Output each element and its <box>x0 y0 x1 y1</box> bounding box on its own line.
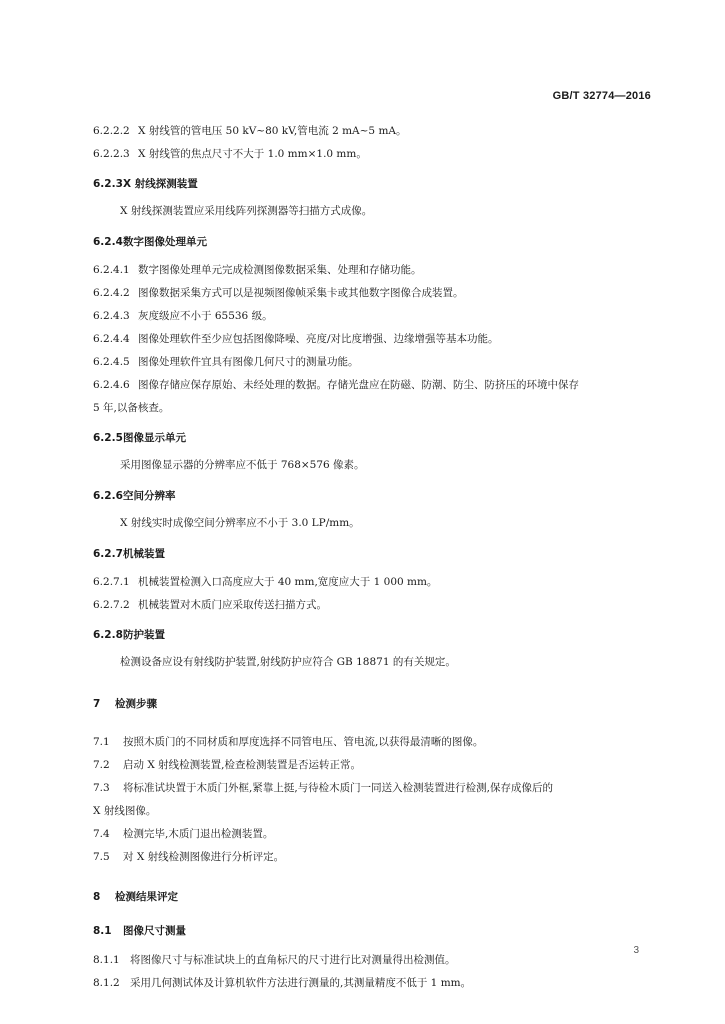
section-title: 图像显示单元 <box>123 432 186 444</box>
clause-6-2-4-5 <box>93 354 359 369</box>
clause-number: 6.2.4.1 <box>93 264 130 276</box>
chapter-title: 检测步骤 <box>115 698 157 710</box>
clause-number: 8.1.1 <box>93 954 120 966</box>
chapter-number: 8 <box>93 891 101 903</box>
clause-number: 7.2 <box>93 759 110 771</box>
clause-number: 8.1.2 <box>93 977 120 989</box>
clause-number: 6.2.2.2 <box>93 125 130 137</box>
section-heading-6-2-3 <box>93 176 198 191</box>
chapter-heading-8 <box>93 889 178 904</box>
clause-7-3-continued: X 射线图像。 <box>93 805 157 817</box>
clause-text: 将标准试块置于木质门外框,紧靠上挺,与待检木质门一同送入检测装置进行检测,保存成像后的 <box>123 782 554 794</box>
clause-8-1-2 <box>93 975 471 990</box>
section-title: 空间分辨率 <box>123 490 176 502</box>
paragraph-6-2-5: 采用图像显示器的分辨率应不低于 768×576 像素。 <box>120 459 365 471</box>
clause-number: 7.4 <box>93 828 110 840</box>
clause-text: 机械装置检测入口高度应大于 40 mm,宽度应大于 1 000 mm。 <box>138 576 438 588</box>
clause-text: 机械装置对木质门应采取传送扫描方式。 <box>138 599 327 611</box>
clause-text: 图像处理软件宜具有图像几何尺寸的测量功能。 <box>138 356 359 368</box>
clause-6-2-7-2 <box>93 597 327 612</box>
section-number: 6.2.7 <box>93 548 123 560</box>
clause-6-2-4-1 <box>93 262 422 277</box>
clause-number: 6.2.7.1 <box>93 576 130 588</box>
section-heading-6-2-4 <box>93 234 207 249</box>
clause-8-1-1 <box>93 952 456 967</box>
clause-6-2-4-6 <box>93 377 579 392</box>
chapter-title: 检测结果评定 <box>115 891 178 903</box>
section-heading-6-2-6 <box>93 488 176 503</box>
section-heading-6-2-7 <box>93 546 165 561</box>
clause-text: 将图像尺寸与标准试块上的直角标尺的尺寸进行比对测量得出检测值。 <box>130 954 456 966</box>
standard-number: GB/T 32774—2016 <box>552 90 651 102</box>
section-heading-6-2-8 <box>93 627 165 642</box>
clause-7-4 <box>93 826 273 841</box>
chapter-number: 7 <box>93 698 101 710</box>
section-heading-6-2-5 <box>93 430 186 445</box>
section-number: 6.2.5 <box>93 432 123 444</box>
clause-text: 对 X 射线检测图像进行分析评定。 <box>123 851 285 863</box>
section-number: 6.2.6 <box>93 490 123 502</box>
clause-7-2 <box>93 757 361 772</box>
clause-number: 6.2.4.6 <box>93 379 130 391</box>
clause-number: 7.3 <box>93 782 110 794</box>
clause-6-2-4-4 <box>93 331 499 346</box>
clause-text: 按照木质门的不同材质和厚度选择不同管电压、管电流,以获得最清晰的图像。 <box>123 736 484 748</box>
clause-6-2-4-2 <box>93 285 464 300</box>
clause-text: X 射线管的管电压 50 kV~80 kV,管电流 2 mA~5 mA。 <box>138 125 407 137</box>
clause-text: 图像处理软件至少应包括图像降噪、亮度/对比度增强、边缘增强等基本功能。 <box>138 333 499 345</box>
section-title: X 射线探测装置 <box>123 178 198 190</box>
section-number: 6.2.3 <box>93 178 123 190</box>
clause-text: 启动 X 射线检测装置,检查检测装置是否运转正常。 <box>123 759 361 771</box>
clause-number: 7.1 <box>93 736 110 748</box>
clause-text: 采用几何测试体及计算机软件方法进行测量的,其测量精度不低于 1 mm。 <box>130 977 472 989</box>
clause-6-2-2-3 <box>93 146 367 161</box>
clause-text: 图像存储应保存原始、未经处理的数据。存储光盘应在防磁、防潮、防尘、防挤压的环境中保存 <box>138 379 579 391</box>
clause-6-2-2-2 <box>93 123 407 138</box>
section-number: 8.1 <box>93 925 112 937</box>
clause-number: 6.2.4.5 <box>93 356 130 368</box>
clause-7-1 <box>93 734 483 749</box>
clause-6-2-7-1 <box>93 574 437 589</box>
clause-text: 检测完毕,木质门退出检测装置。 <box>123 828 274 840</box>
page-number: 3 <box>633 945 639 956</box>
section-title: 图像尺寸测量 <box>123 925 186 937</box>
clause-7-3 <box>93 780 553 795</box>
clause-number: 7.5 <box>93 851 110 863</box>
clause-7-5 <box>93 849 284 864</box>
section-number: 6.2.4 <box>93 236 123 248</box>
clause-text: 灰度级应不小于 65536 级。 <box>138 310 273 322</box>
clause-number: 6.2.4.3 <box>93 310 130 322</box>
clause-number: 6.2.7.2 <box>93 599 130 611</box>
section-title: 数字图像处理单元 <box>123 236 207 248</box>
section-title: 机械装置 <box>123 548 165 560</box>
clause-6-2-4-6-continued: 5 年,以备核查。 <box>93 402 170 414</box>
paragraph-6-2-8: 检测设备应设有射线防护装置,射线防护应符合 GB 18871 的有关规定。 <box>120 656 456 668</box>
section-heading-8-1 <box>93 923 186 938</box>
clause-number: 6.2.2.3 <box>93 148 130 160</box>
section-number: 6.2.8 <box>93 629 123 641</box>
section-title: 防护装置 <box>123 629 165 641</box>
chapter-heading-7 <box>93 696 157 711</box>
clause-text: X 射线管的焦点尺寸不大于 1.0 mm×1.0 mm。 <box>138 148 367 160</box>
clause-6-2-4-3 <box>93 308 273 323</box>
clause-text: 图像数据采集方式可以是视频图像帧采集卡或其他数字图像合成装置。 <box>138 287 464 299</box>
paragraph-6-2-6: X 射线实时成像空间分辨率应不小于 3.0 LP/mm。 <box>120 517 360 529</box>
clause-text: 数字图像处理单元完成检测图像数据采集、处理和存储功能。 <box>138 264 422 276</box>
clause-number: 6.2.4.2 <box>93 287 130 299</box>
paragraph-6-2-3: X 射线探测装置应采用线阵列探测器等扫描方式成像。 <box>120 205 373 217</box>
clause-number: 6.2.4.4 <box>93 333 130 345</box>
